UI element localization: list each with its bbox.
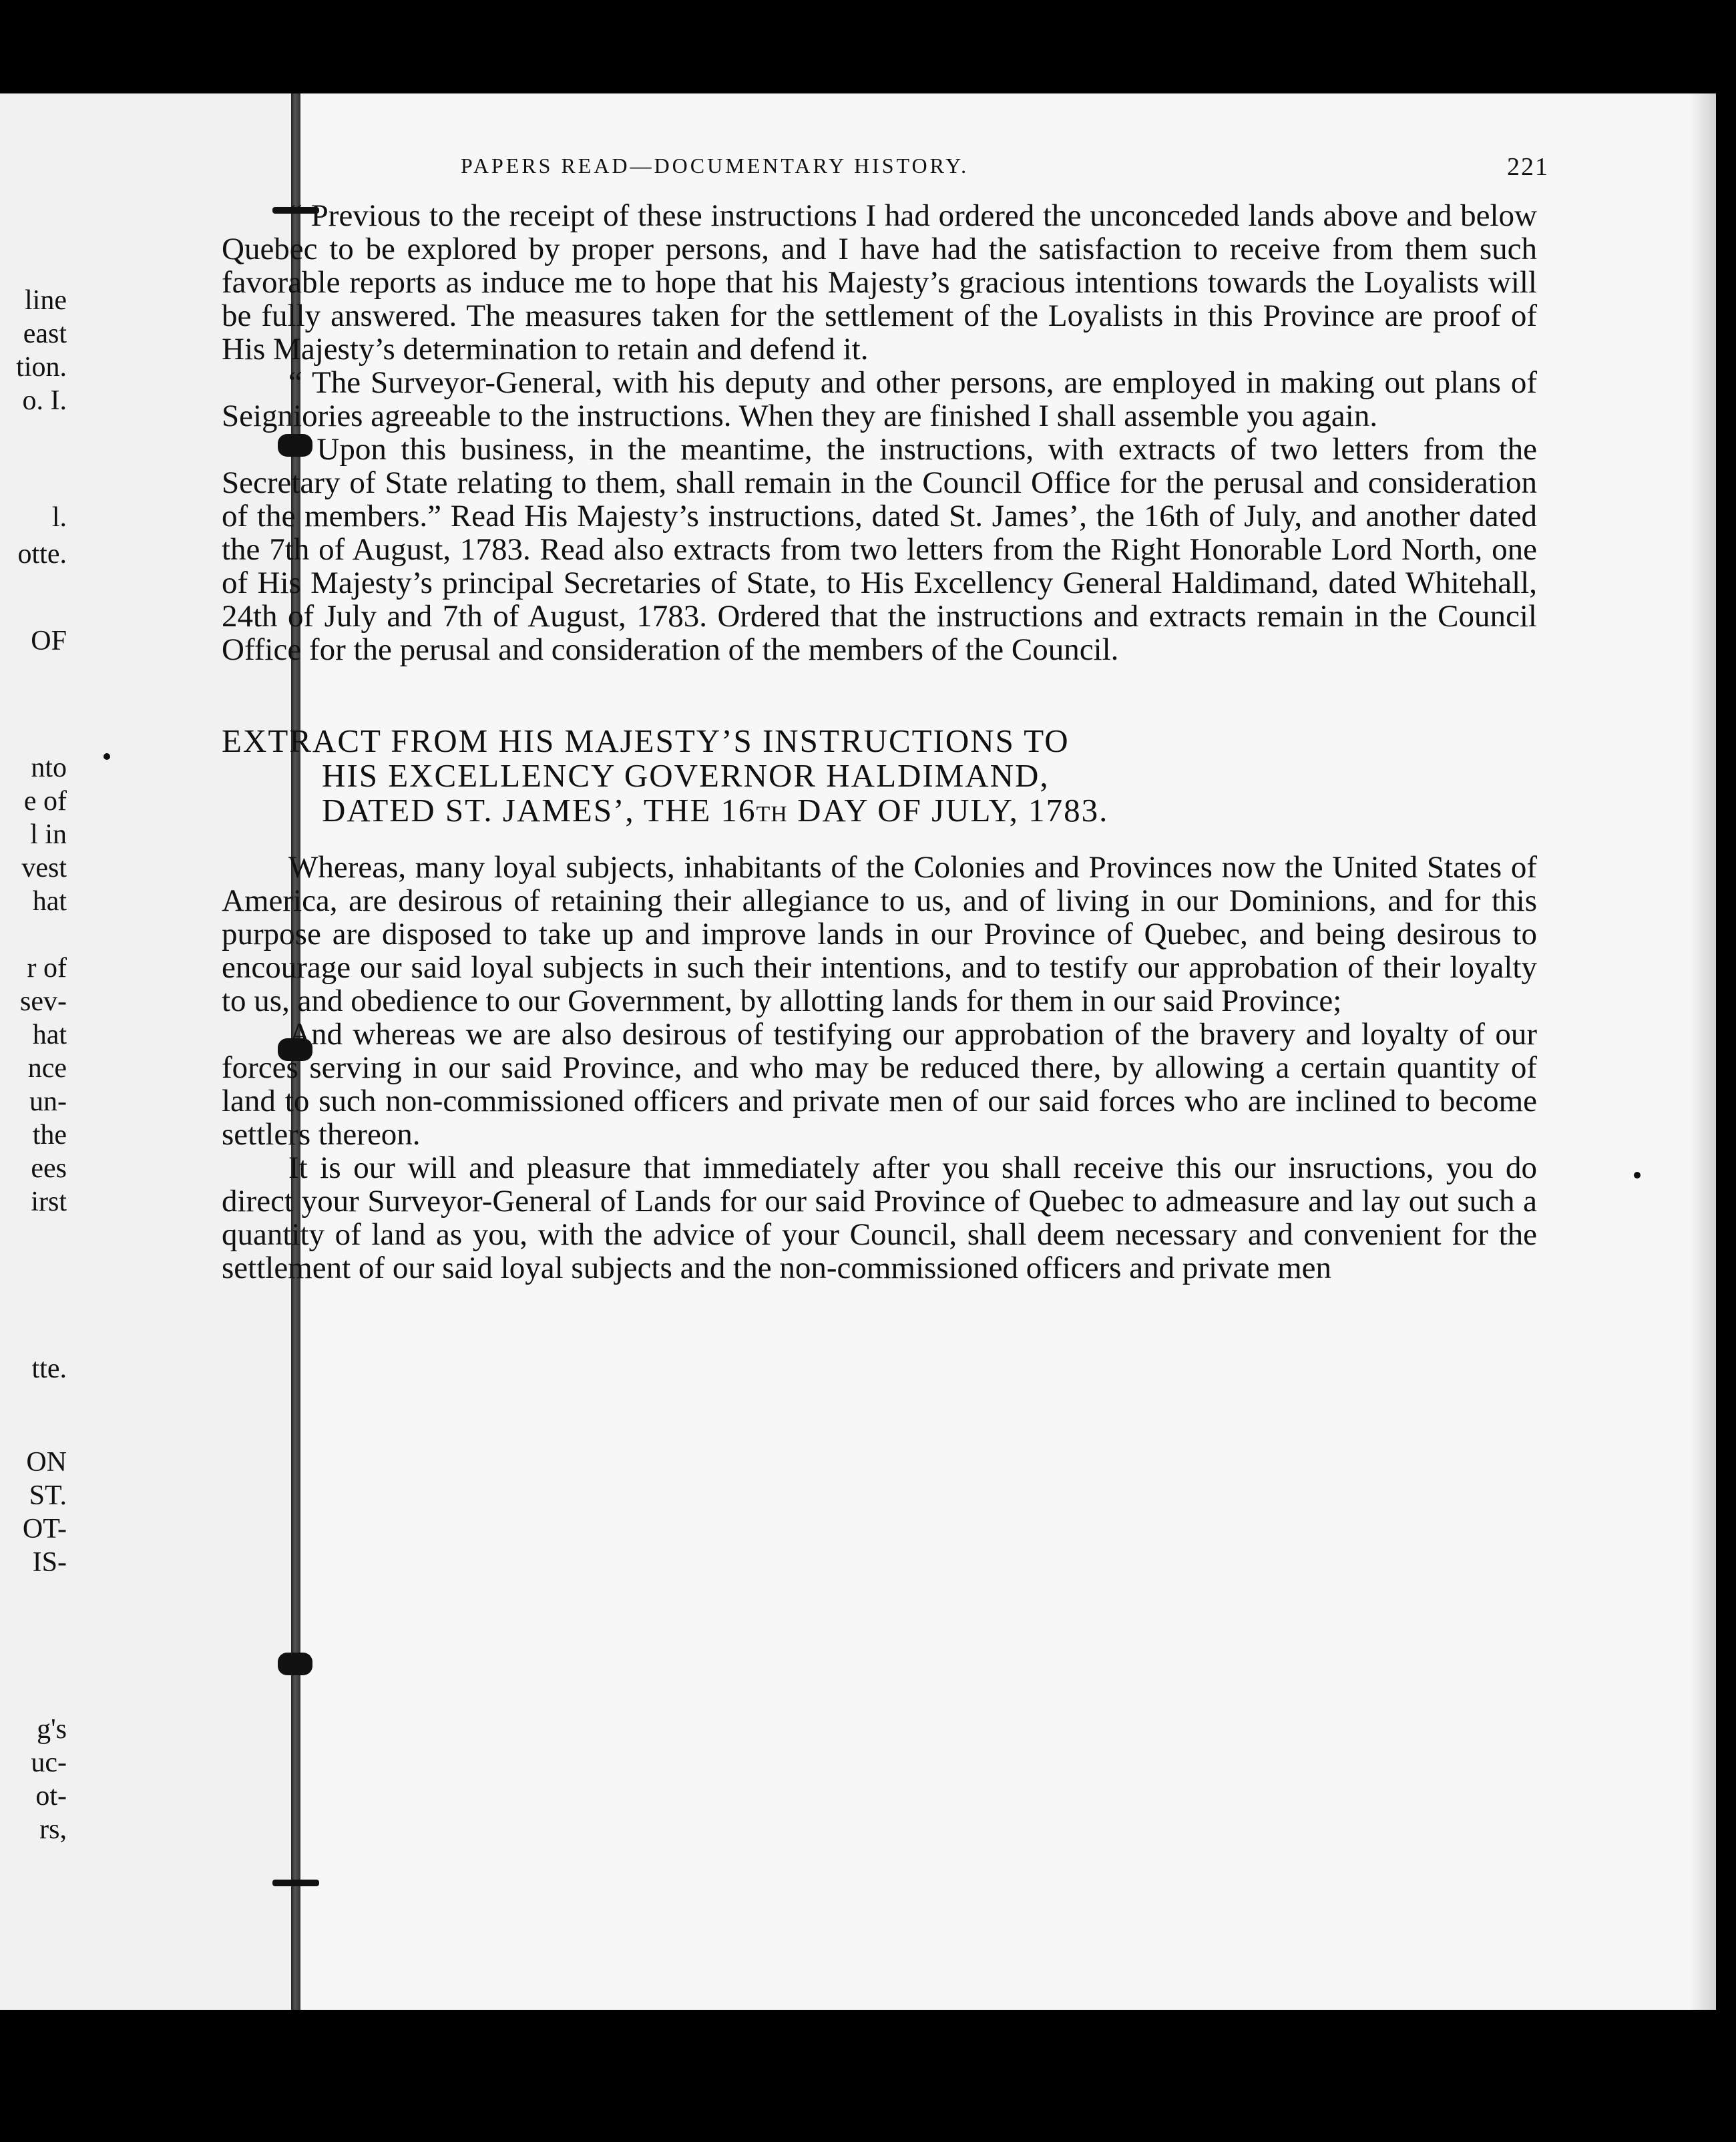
left-page-text-fragment: ST. (29, 1480, 67, 1511)
specks (103, 753, 110, 760)
left-page-text-fragment: uc- (31, 1747, 67, 1778)
left-page-text-fragment: hat (32, 886, 67, 917)
paragraph: “ Upon this business, in the meantime, the instructions, with extracts of two letters from the Secretary of State relating to them, shall remain in the Council Office for the perusal and consideration of the members.” Read His Majesty’s instructions, dated St. James’, the 16th of July, and another dated the 7th of August, 1783. Read also extracts from two letters from the Right Honorable Lord North, one of His Majesty’s principal Secretaries of State, to His Excellency General Haldimand, dated Whitehall, 24th of July and 7th of August, 1783. Ordered that the instructions and extracts remain in the Council Office for the perusal and consideration of the members of the Council. (222, 432, 1537, 667)
page-body (222, 199, 1537, 1285)
section-heading (222, 724, 1537, 832)
heading-line (222, 793, 1537, 832)
left-page-text-fragment: ees (31, 1153, 67, 1184)
left-page-text-fragment: tte. (31, 1353, 67, 1384)
left-page-text-fragment: OF (31, 626, 67, 656)
paragraph: It is our will and pleasure that immediately after you shall receive this our insructions, you do direct your Surveyor-General of Lands for our said Province of Quebec to admeasure and lay out such a quantity of land as you, with the advice of your Council, shall deem necessary and convenient for the settlement of our said loyal subjects and the non-commissioned officers and private men (222, 1150, 1537, 1285)
left-page-text-fragment: OT- (22, 1514, 67, 1544)
paragraph: “ Previous to the receipt of these instructions I had ordered the unconceded lands above and below Quebec to be explored by proper persons, and I have had the satisfaction to receive from them such favorable reports as induce me to hope that his Majesty’s gracious intentions towards the Loyalists will be fully answered. The measures taken for the settlement of the Loyalists in this Province are proof of His Majesty’s determination to retain and defend it. (222, 198, 1537, 367)
paragraph: “ The Surveyor-General, with his deputy and other persons, are employed in making out plans of Seigniories agreeable to the instructions. When they are finished I shall assemble you again. (222, 365, 1537, 433)
left-page-text-fragment: irst (31, 1187, 67, 1217)
left-page-text-fragment: IS- (32, 1547, 67, 1578)
left-page-text-fragment: rs, (39, 1814, 67, 1845)
left-page-text-fragment: un- (29, 1086, 67, 1117)
heading-date-rest: DAY OF JULY, 1783. (787, 792, 1109, 829)
left-page-text-fragment: vest (21, 853, 67, 883)
binding-knot (278, 1653, 312, 1675)
running-title: PAPERS READ—DOCUMENTARY HISTORY. (461, 154, 969, 178)
left-page-text-fragment: ot- (35, 1781, 67, 1811)
left-page-text-fragment: hat (32, 1020, 67, 1050)
heading-date: DATED ST. JAMES’, THE 16 (322, 792, 756, 829)
left-page-text-fragment: l. (51, 502, 67, 533)
heading-line: HIS EXCELLENCY GOVERNOR HALDIMAND, (322, 757, 1050, 794)
ordinal-suffix: TH (756, 802, 788, 827)
left-page-text-fragment: line (25, 285, 67, 316)
left-page-text-fragment: sev- (20, 986, 67, 1017)
specks (1634, 1172, 1641, 1179)
left-page-text-fragment: g's (37, 1714, 67, 1745)
binding-stitch (272, 1880, 319, 1886)
left-page-text-fragment: o. I. (22, 385, 67, 416)
heading-line: EXTRACT FROM HIS MAJESTY’S INSTRUCTIONS TO (222, 722, 1070, 759)
left-page-text-fragment: the (32, 1120, 67, 1150)
page-edge-shadow (1689, 93, 1716, 2010)
left-page-text-fragment: tion. (16, 352, 67, 383)
left-page-text-fragment: ON (26, 1447, 67, 1478)
left-page-text-fragment: r of (27, 953, 67, 984)
left-page-text-fragment: east (23, 318, 67, 349)
left-page-text-fragment: nto (31, 753, 67, 783)
left-page-text-fragment: otte. (17, 539, 67, 570)
left-page-text-fragment: nce (27, 1053, 67, 1084)
page-number: 221 (1507, 153, 1549, 181)
paragraph: Whereas, many loyal subjects, inhabitants of the Colonies and Provinces now the United States of America, are desirous of retaining their allegiance to us, and of living in our Dominions, and for this purpose are disposed to take up and improve lands in our Province of Quebec, and being desirous to encourage our said loyal subjects in such their intentions, and to testify our approbation of their loyalty to us, and obedience to our Government, by allotting lands for them in our said Province; (222, 850, 1537, 1018)
left-page-text-fragment: l in (30, 819, 67, 850)
left-page-text-fragment: e of (23, 786, 67, 817)
paragraph: And whereas we are also desirous of testifying our approbation of the bravery and loyalty of our forces serving in our said Province, and who may be reduced there, by allowing a certain quantity of land to such non-commissioned officers and private men of our said forces who are inclined to become settlers thereon. (222, 1017, 1537, 1152)
